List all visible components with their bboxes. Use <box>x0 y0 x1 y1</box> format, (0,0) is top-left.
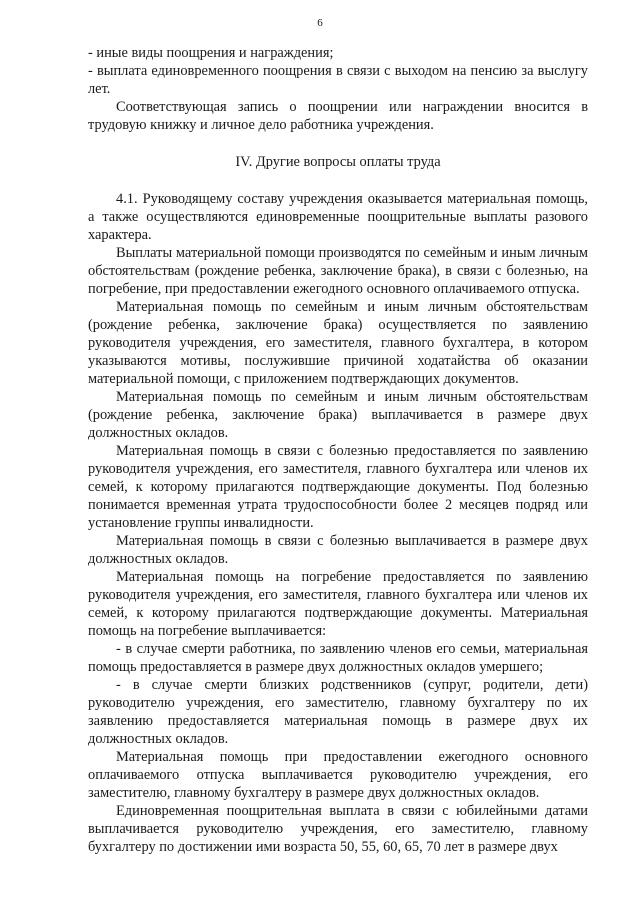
page-number: 6 <box>317 17 323 29</box>
paragraph-vacation-aid: Материальная помощь при предоставлении ежегодного основного оплачиваемого отпуска выплачивается руководителю учреждения, его заместителю, главному бухгалтеру в размере двух должностных окладов. <box>88 749 588 801</box>
paragraph-anniversary-bonus: Единовременная поощрительная выплата в связи с юбилейными датами выплачивается руководителю учреждения, его заместителю, главному бухгалтеру по достижении ими возраста 50, 55, 60, 65, 70 лет в размере двух <box>88 803 588 855</box>
paragraph-funeral-aid-employee: - в случае смерти работника, по заявлению членов его семьи, материальная помощь предоставляется в размере двух должностных окладов умершего; <box>88 641 588 675</box>
document-body <box>88 44 588 856</box>
list-item-awards: - иные виды поощрения и награждения; <box>88 45 334 61</box>
paragraph-aid-grounds: Выплаты материальной помощи производятся по семейным и иным личным обстоятельствам (рождение ребенка, заключение брака), в связи с болезнью, на погребение, при предоставлении ежегодного основного оплачиваемого отпуска. <box>88 245 588 297</box>
paragraph-illness-aid-amount: Материальная помощь в связи с болезнью выплачивается в размере двух должностных окладов. <box>88 533 588 567</box>
paragraph-family-aid-application: Материальная помощь по семейным и иным личным обстоятельствам (рождение ребенка, заключение брака) осуществляется по заявлению руководителя учреждения, его заместителя, главного бухгалтера, в котором указываются мотивы, послужившие причиной ходатайства об оказании материальной помощи, с приложением подтверждающих документов. <box>88 299 588 387</box>
paragraph-4-1: 4.1. Руководящему составу учреждения оказывается материальная помощь, а также осуществляются единовременные поощрительные выплаты разового характера. <box>88 191 588 243</box>
paragraph-illness-aid-application: Материальная помощь в связи с болезнью предоставляется по заявлению руководителя учреждения, его заместителя, главного бухгалтера или членов их семей, к которому прилагаются подтверждающие документы. Под болезнью понимается временная утрата трудоспособности более 2 месяцев подряд или установление группы инвалидности. <box>88 443 588 531</box>
paragraph-family-aid-amount: Материальная помощь по семейным и иным личным обстоятельствам (рождение ребенка, заключение брака) выплачивается в размере двух должностных окладов. <box>88 389 588 441</box>
list-item-retirement-bonus: - выплата единовременного поощрения в связи с выходом на пенсию за выслугу лет. <box>88 63 588 97</box>
paragraph-funeral-aid-application: Материальная помощь на погребение предоставляется по заявлению руководителя учреждения, его заместителя, главного бухгалтера или членов их семей, к которому прилагаются подтверждающие документы. Материальная помощь на погребение выплачивается: <box>88 569 588 639</box>
paragraph-record-note: Соответствующая запись о поощрении или награждении вносится в трудовую книжку и личное дело работника учреждения. <box>88 99 588 133</box>
section-heading: IV. Другие вопросы оплаты труда <box>235 154 441 170</box>
paragraph-funeral-aid-relatives: - в случае смерти близких родственников (супруг, родители, дети) руководителю учреждения, его заместителю, главному бухгалтеру по их заявлению предоставляется материальная помощь в размере двух их должностных окладов. <box>88 677 588 747</box>
